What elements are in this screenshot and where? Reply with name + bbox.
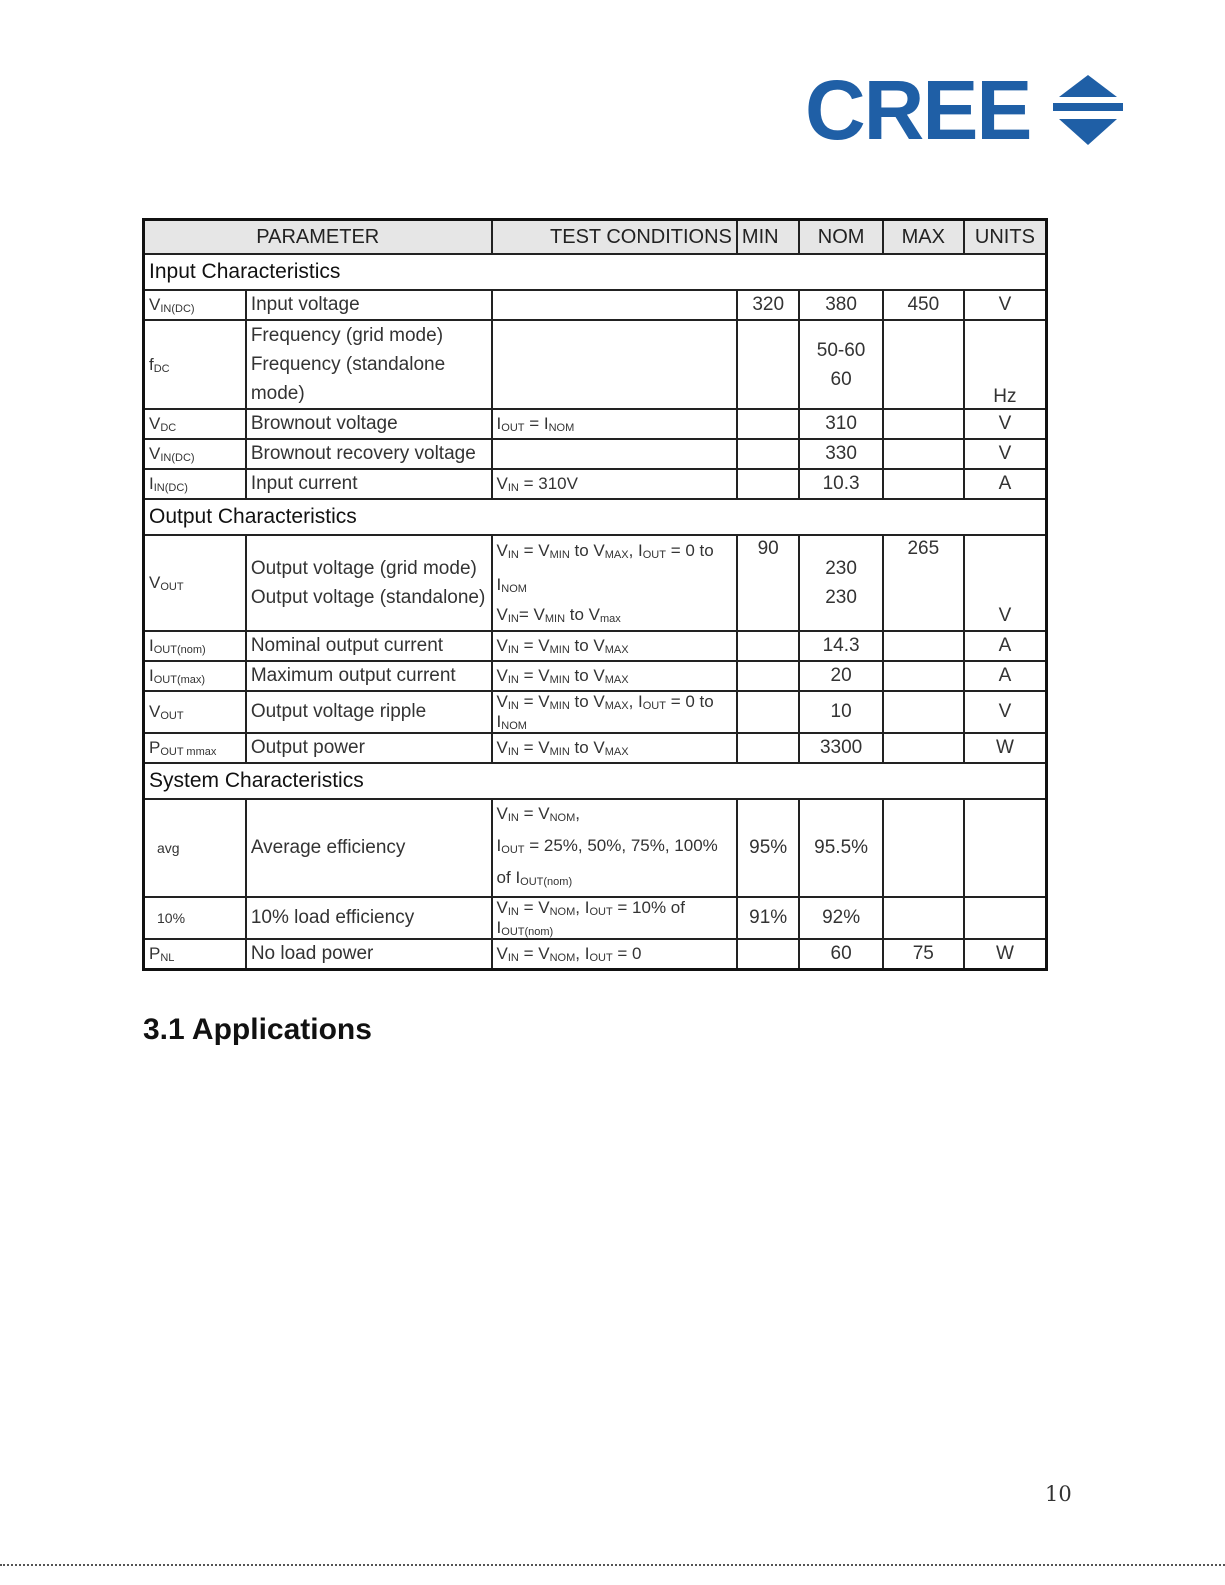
conditions: $I_{OUT} = I_{NOM}$ [492,409,737,439]
conditions: $V_{IN} = V_{NOM}$, $I_{OUT} = 10\%$ of $I_{OUT(nom)}$ [492,897,737,939]
symbol: $I_{IN(DC)}$ [144,469,246,499]
min [737,439,800,469]
logo-text: CREE [805,63,1031,157]
table-row [144,290,1047,320]
nom: 310 [799,409,882,439]
table-row [144,631,1047,661]
conditions: $V_{IN} = 310V$ [492,469,737,499]
table-row [144,409,1047,439]
section-output: Output Characteristics [144,499,1047,535]
table-row [144,691,1047,733]
param: Average efficiency [246,799,492,897]
symbol: $V_{OUT}$ [144,535,246,631]
section-input: Input Characteristics [144,254,1047,290]
max [883,733,964,763]
logo-chevron-icon [1053,75,1123,147]
conditions: $V_{IN} = V_{MIN}$ to $V_{MAX}$ [492,661,737,691]
units [964,799,1047,897]
max [883,439,964,469]
table-row [144,897,1047,939]
nom: 330 [799,439,882,469]
units: A [964,469,1047,499]
header-parameter: PARAMETER [144,220,492,255]
units [964,897,1047,939]
table-row [144,733,1047,763]
min: 90 [737,535,800,631]
nom: 3300 [799,733,882,763]
units: V [964,691,1047,733]
page-divider [0,1564,1225,1566]
units: W [964,733,1047,763]
min [737,320,800,409]
conditions: $V_{IN} = V_{MIN}$ to $V_{MAX}$, $I_{OUT} = 0$ to $I_{NOM}$ $V_{IN}= V_{MIN}$ to $V_{max}$ [492,535,737,631]
symbol: $I_{OUT(nom)}$ [144,631,246,661]
conditions: $V_{IN} = V_{MIN}$ to $V_{MAX}$ [492,631,737,661]
symbol: avg [144,799,246,897]
param: Input current [246,469,492,499]
conditions [492,439,737,469]
symbol: $V_{IN(DC)}$ [144,290,246,320]
max: 75 [883,939,964,969]
param: Output voltage ripple [246,691,492,733]
symbol: $P_{NL}$ [144,939,246,969]
param: No load power [246,939,492,969]
max [883,799,964,897]
section-system: System Characteristics [144,763,1047,799]
max [883,320,964,409]
min [737,733,800,763]
param: Brownout voltage [246,409,492,439]
conditions [492,290,737,320]
param: Output power [246,733,492,763]
min: 95% [737,799,800,897]
units: V [964,290,1047,320]
symbol: 10% [144,897,246,939]
max [883,691,964,733]
min [737,691,800,733]
table-row [144,320,1047,409]
table-row [144,799,1047,897]
table-row [144,939,1047,969]
max: 265 [883,535,964,631]
param: Brownout recovery voltage [246,439,492,469]
section-heading: 3.1 Applications [143,1013,372,1046]
conditions: $V_{IN} = V_{NOM}$, $I_{OUT} = 0$ [492,939,737,969]
header-max: MAX [883,220,964,255]
units: V [964,535,1047,631]
max [883,409,964,439]
table-header-row [144,220,1047,255]
units: W [964,939,1047,969]
conditions: $V_{IN} = V_{NOM}$, $I_{OUT} = 25\%$, 50%, 75%, 100% of $I_{OUT(nom)}$ [492,799,737,897]
min: 320 [737,290,800,320]
max [883,897,964,939]
max [883,661,964,691]
nom: 60 [799,939,882,969]
conditions: $V_{IN} = V_{MIN}$ to $V_{MAX}$, $I_{OUT} = 0$ to $I_{NOM}$ [492,691,737,733]
max [883,631,964,661]
nom: 95.5% [799,799,882,897]
min [737,409,800,439]
param: Input voltage [246,290,492,320]
table-row [144,535,1047,631]
nom: 10 [799,691,882,733]
page-number: 10 [1045,1482,1072,1506]
units: V [964,439,1047,469]
param: Output voltage (grid mode) Output voltage (standalone) [246,535,492,631]
table-row [144,469,1047,499]
header-units: UNITS [964,220,1047,255]
max: 450 [883,290,964,320]
min [737,469,800,499]
symbol: $V_{IN(DC)}$ [144,439,246,469]
symbol: $f_{DC}$ [144,320,246,409]
header-min: MIN [737,220,800,255]
symbol: $I_{OUT(max)}$ [144,661,246,691]
nom: 20 [799,661,882,691]
header-conditions: TEST CONDITIONS [492,220,737,255]
symbol: $V_{OUT}$ [144,691,246,733]
nom: 10.3 [799,469,882,499]
min [737,631,800,661]
min [737,939,800,969]
table-row [144,439,1047,469]
param: Maximum output current [246,661,492,691]
nom: 92% [799,897,882,939]
nom: 230 230 [799,535,882,631]
symbol: $V_{DC}$ [144,409,246,439]
header-nom: NOM [799,220,882,255]
min [737,661,800,691]
units: A [964,631,1047,661]
symbol: $P_{OUT mmax}$ [144,733,246,763]
units: V [964,409,1047,439]
spec-table [142,218,1048,971]
nom: 380 [799,290,882,320]
units: Hz [964,320,1047,409]
param: 10% load efficiency [246,897,492,939]
param: Nominal output current [246,631,492,661]
max [883,469,964,499]
conditions [492,320,737,409]
table-row [144,661,1047,691]
nom: 14.3 [799,631,882,661]
units: A [964,661,1047,691]
cree-logo [805,63,1125,157]
nom: 50-60 60 [799,320,882,409]
min: 91% [737,897,800,939]
param: Frequency (grid mode) Frequency (standalone mode) [246,320,492,409]
conditions: $V_{IN} = V_{MIN}$ to $V_{MAX}$ [492,733,737,763]
